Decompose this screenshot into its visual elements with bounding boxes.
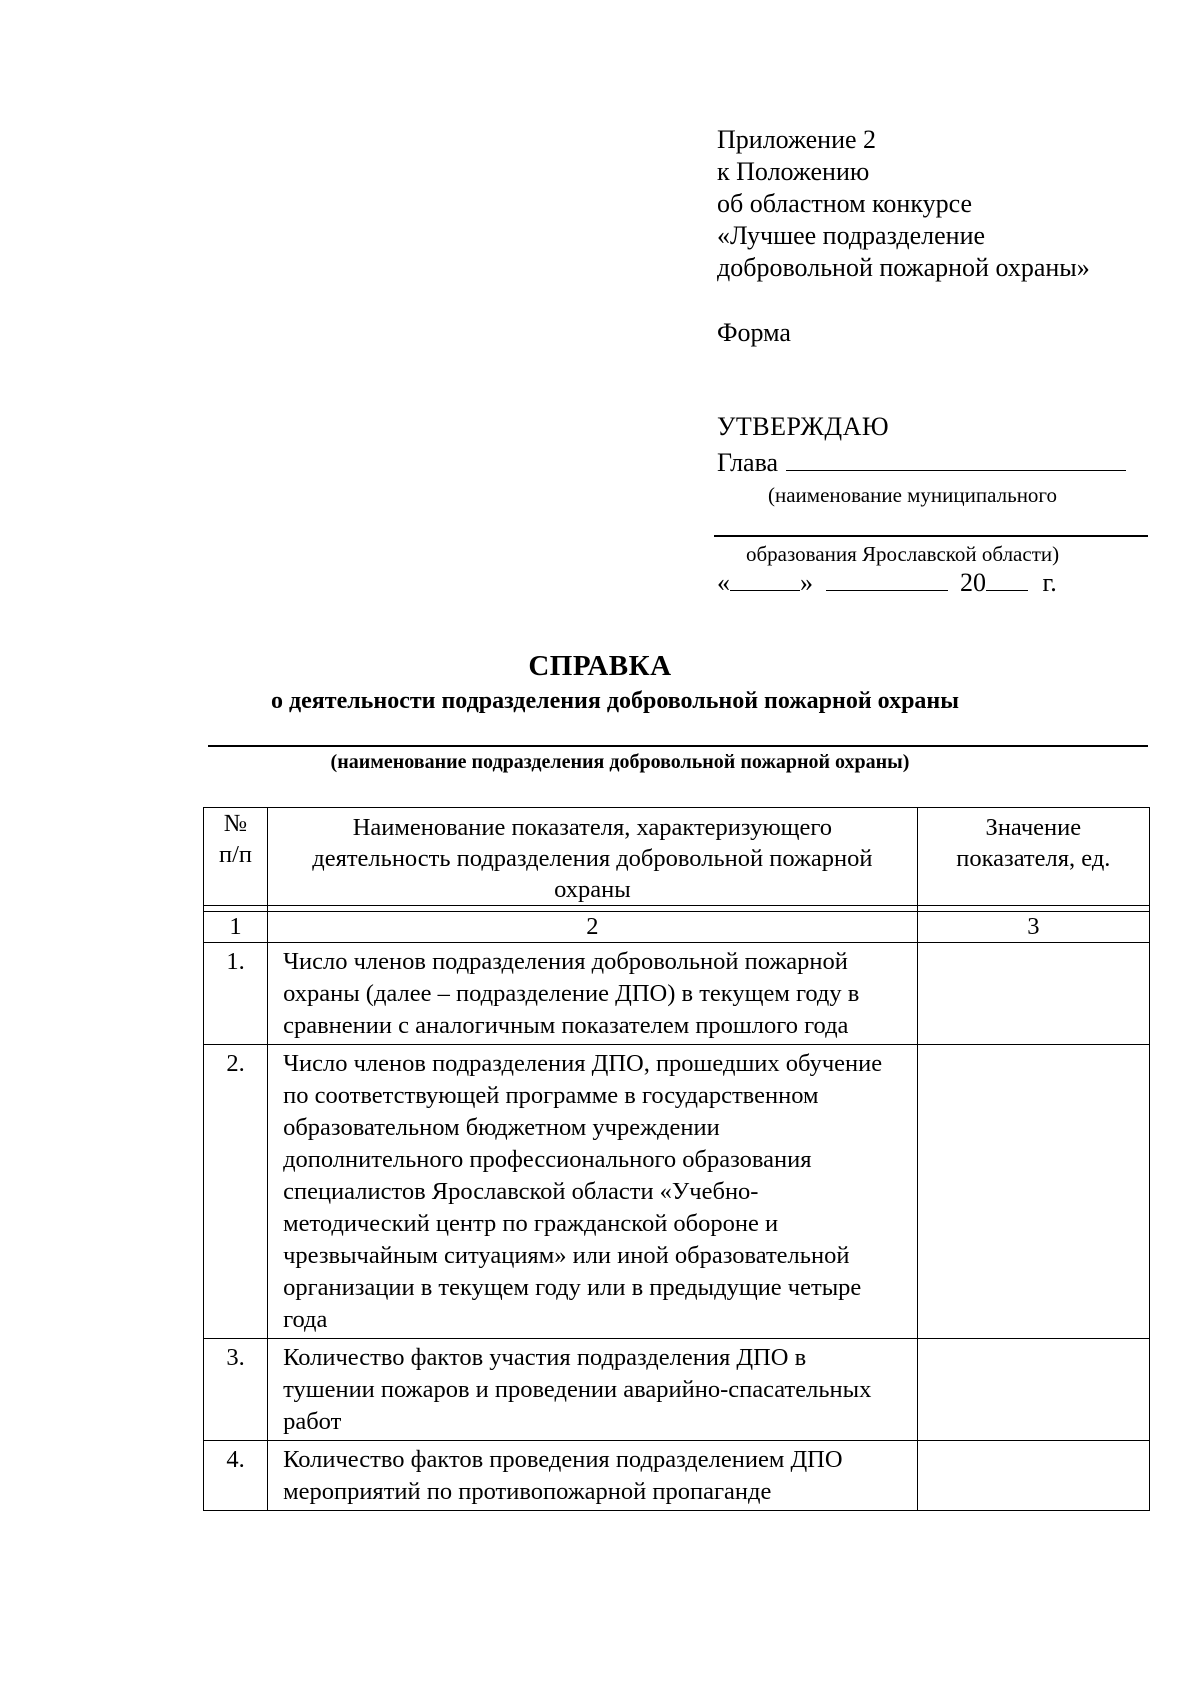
header-num: № п/п bbox=[204, 808, 268, 906]
table-header-row bbox=[204, 808, 1150, 906]
appendix-header: Приложение 2 к Положению об областном конкурсе «Лучшее подразделение добровольной пожарной охраны» bbox=[717, 125, 1090, 282]
date-year-prefix: 20 bbox=[960, 568, 986, 597]
row-indicator-name: Число членов подразделения ДПО, прошедших обучение по соответствующей программе в государственном образовательном бюджетном учреждении дополнительного профессионального образования специалистов Ярославской области «Учебно-методический центр по гражданской обороне и чрезвычайным ситуациям» или иной образовательной организации в текущем году или в предыдущие четыре года bbox=[268, 1045, 918, 1339]
header-indicator-value: Значение показателя, ед. bbox=[917, 808, 1149, 906]
date-close-quote: » bbox=[800, 568, 813, 597]
row-value-cell[interactable] bbox=[917, 1045, 1149, 1339]
municipality-caption-2: образования Ярославской области) bbox=[746, 542, 1060, 566]
column-number: 2 bbox=[268, 912, 918, 943]
row-number: 3. bbox=[204, 1339, 268, 1441]
table-row bbox=[204, 1441, 1150, 1511]
date-year-blank[interactable] bbox=[986, 568, 1028, 591]
org-name-caption: (наименование подразделения добровольной пожарной охраны) bbox=[330, 751, 910, 773]
table-row bbox=[204, 1339, 1150, 1441]
form-label: Форма bbox=[717, 318, 791, 347]
indicators-table bbox=[203, 807, 1150, 1511]
row-number: 4. bbox=[204, 1441, 268, 1511]
approval-date-row bbox=[717, 568, 1057, 598]
document-title: СПРАВКА bbox=[528, 650, 672, 682]
column-number: 1 bbox=[204, 912, 268, 943]
row-value-cell[interactable] bbox=[917, 943, 1149, 1045]
row-value-cell[interactable] bbox=[917, 1339, 1149, 1441]
date-month-blank[interactable] bbox=[826, 568, 948, 591]
date-open-quote: « bbox=[717, 568, 730, 597]
header-indicator-name: Наименование показателя, характеризующего деятельность подразделения добровольной пожарной охраны bbox=[268, 808, 918, 906]
document-subtitle: о деятельности подразделения добровольной пожарной охраны bbox=[271, 688, 959, 714]
row-number: 2. bbox=[204, 1045, 268, 1339]
row-indicator-name: Количество фактов участия подразделения ДПО в тушении пожаров и проведении аварийно-спасательных работ bbox=[268, 1339, 918, 1441]
approval-head-row bbox=[717, 448, 1126, 478]
column-number: 3 bbox=[917, 912, 1149, 943]
approval-title: УТВЕРЖДАЮ bbox=[717, 412, 890, 441]
date-year-suffix: г. bbox=[1042, 568, 1057, 597]
date-day-blank[interactable] bbox=[730, 568, 800, 591]
table-row bbox=[204, 1045, 1150, 1339]
municipality-blank-line[interactable] bbox=[714, 535, 1148, 537]
org-name-blank-line[interactable] bbox=[208, 745, 1148, 747]
row-value-cell[interactable] bbox=[917, 1441, 1149, 1511]
row-number: 1. bbox=[204, 943, 268, 1045]
table-row bbox=[204, 943, 1150, 1045]
municipality-caption-1: (наименование муниципального bbox=[768, 483, 1058, 507]
table-column-numbers bbox=[204, 912, 1150, 943]
approval-head-label: Глава bbox=[717, 448, 779, 477]
row-indicator-name: Количество фактов проведения подразделением ДПО мероприятий по противопожарной пропаганде bbox=[268, 1441, 918, 1511]
head-name-blank[interactable] bbox=[786, 448, 1126, 471]
row-indicator-name: Число членов подразделения добровольной пожарной охраны (далее – подразделение ДПО) в текущем году в сравнении с аналогичным показателем прошлого года bbox=[268, 943, 918, 1045]
